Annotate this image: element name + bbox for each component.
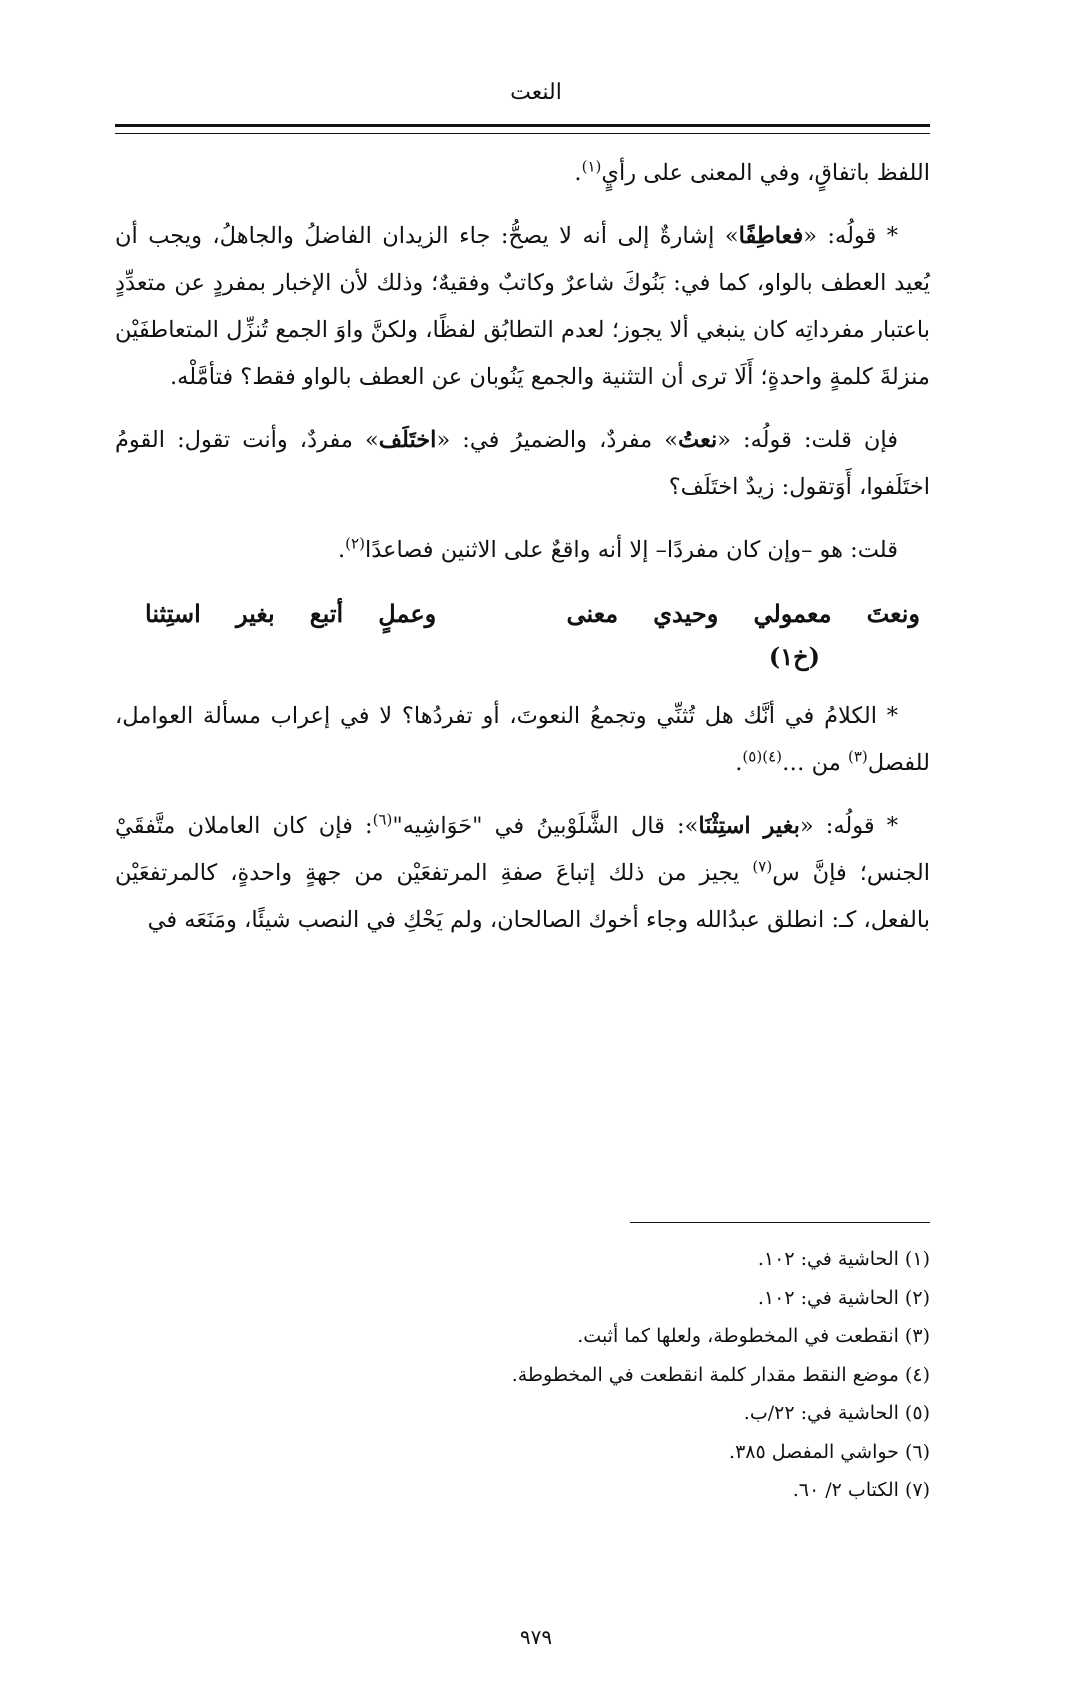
paragraph-5	[115, 693, 930, 787]
text-run: .	[574, 160, 582, 186]
running-head: النعت	[510, 80, 562, 105]
text-run: يجيز من ذلك إتباعَ صفةِ المرتفعَيْن من جهةٍ واحدةٍ، كالمرتفعَيْن بالفعل، كـ: انطلق عبدُالله وجاء أخوك الصالحان، ولم يَحْكِ في النصب شيئًا، ومَنَعَه في	[115, 860, 930, 933]
quoted-term: اختَلَف	[378, 427, 437, 453]
text-run: » إشارةٌ إلى أنه لا يصحُّ: جاء الزيدان الفاضلُ والجاهلُ، ويجب أن يُعيد العطف بالواو، كما في: بَنُوكَ شاعرٌ وكاتبٌ وفقيهٌ؛ وذلك لأن الإخبار بمفردٍ عن متعدِّدٍ باعتبار مفرداتِه كان ينبغي ألا يجوز؛ لعدم التطابُق لفظًا، ولكنَّ واوَ الجمع تُنزِّل المتعاطفَيْن منزلةَ كلمةٍ واحدةٍ؛ أَلَا ترى أن التثنية والجمع يَنُوبان عن العطف بالواو فقط؟ فتأمَّلْه.	[115, 223, 930, 390]
text-run: * الكلامُ في أنَّك هل تُثنِّي وتجمعُ النعوتَ، أو تفردُها؟ لا في إعراب مسألة العوامل، للفصل	[115, 703, 930, 776]
footnote: (٦) حواشي المفصل ٣٨٥.	[729, 1440, 930, 1463]
footnote-ref-6[interactable]: (٦)	[372, 810, 393, 829]
verse-word: معمولي	[753, 599, 832, 628]
verse-word: وحيدي	[653, 599, 719, 628]
paragraph-3	[115, 417, 930, 511]
footnote: (٣) انقطعت في المخطوطة، ولعلها كما أثبت.	[577, 1325, 930, 1347]
quoted-term: نعتُ	[678, 427, 718, 453]
text-run: قلت: هو –وإن كان مفردًا– إلا أنه واقعٌ على الاثنين فصاعدًا	[364, 537, 898, 563]
verse-gap	[471, 590, 531, 637]
paragraph-6	[115, 803, 930, 944]
text-run: » مفردٌ، وأنت تقول: القومُ اختَلَفوا، أَوَتقول: زيدٌ اختَلَف؟	[115, 427, 930, 500]
text-run: »: قال الشَّلَوْبينُ في "حَوَاشِيه"	[392, 813, 699, 839]
footnote-ref-1[interactable]: (١)	[581, 157, 602, 176]
text-run: » مفردٌ، والضميرُ في: «	[436, 427, 679, 453]
text-run: * قولُه: «	[803, 223, 898, 249]
paragraph-1	[115, 150, 930, 197]
text-run: اللفظ باتفاقٍ، وفي المعنى على رأيٍ	[601, 160, 930, 186]
text-run: .	[735, 750, 743, 776]
page-number: ٩٧٩	[519, 1625, 553, 1649]
footnote: (٤) موضع النقط مقدار كلمة انقطعت في المخطوطة.	[511, 1363, 930, 1386]
footnote: (١) الحاشية في: ١٠٢.	[757, 1248, 930, 1270]
paragraph-4	[115, 527, 930, 574]
footnote-ref-3[interactable]: (٣)	[847, 747, 868, 766]
text-run: * قولُه: «	[799, 813, 899, 839]
text-run: : فإن كان العاملان متَّفقَيْ الجنس؛ فإنَّ س	[115, 813, 930, 886]
header-rule-thick	[115, 124, 930, 127]
footnotes	[115, 1240, 930, 1510]
footnote-ref-4-5[interactable]: (٤)(٥)	[742, 747, 782, 766]
footnote: (٥) الحاشية في: ٢٢/ب.	[743, 1402, 930, 1424]
verse-word: أتبع	[309, 599, 344, 628]
quoted-term: فعاطِفًا	[738, 223, 804, 249]
footnote-ref-7[interactable]: (٧)	[752, 857, 773, 876]
verse-word: استِثنا	[145, 599, 201, 628]
footnote: (٧) الكتاب ٢/ ٦٠.	[792, 1479, 930, 1501]
text-run: فإن قلت: قولُه: «	[717, 427, 898, 453]
verse-line	[115, 590, 930, 637]
paragraph-2	[115, 213, 930, 401]
footnote-separator	[630, 1222, 930, 1223]
verse-word: معنى	[566, 599, 619, 628]
footnote: (٢) الحاشية في: ١٠٢.	[757, 1286, 930, 1309]
verse-tag: (خ١)	[768, 642, 820, 671]
text-run: .	[338, 537, 346, 563]
verse-word: بغير	[235, 599, 275, 628]
verse-word: ونعتَ	[866, 599, 920, 628]
footnote-ref-2[interactable]: (٢)	[345, 534, 365, 553]
quoted-term: بغير استِثْنَا	[698, 813, 800, 839]
main-text	[115, 150, 930, 960]
header-rule-thin	[115, 133, 930, 134]
verse-word: وعملٍ	[378, 599, 437, 628]
text-run: من …	[781, 750, 848, 776]
